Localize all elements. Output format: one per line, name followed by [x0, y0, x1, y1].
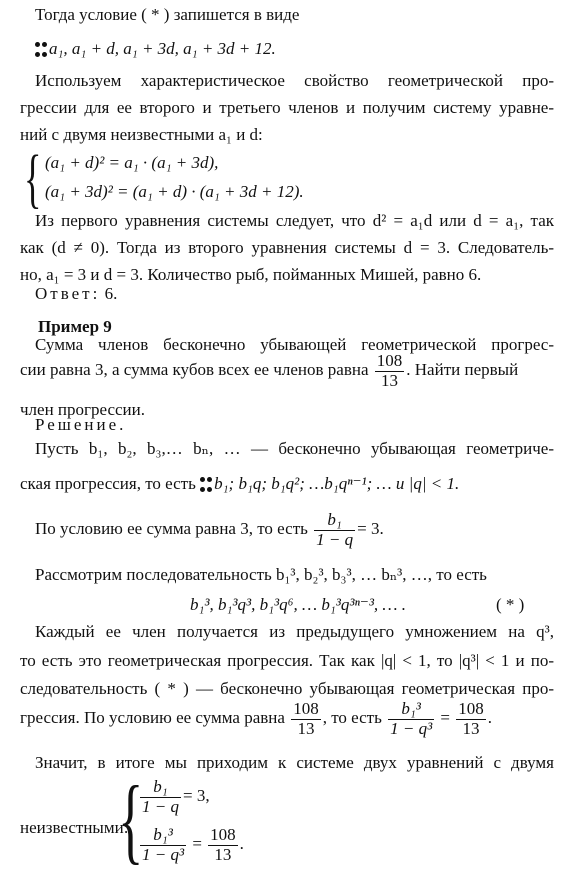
- equation-tag: ( * ): [496, 595, 525, 614]
- solution-label: Решение.: [35, 415, 127, 434]
- fraction: $\frac{\text{b₁³}}{\text{1 − q³}}$: [142, 825, 185, 864]
- text-line: но, a₁ = 3 и d = 3. Количество рыб, пойманных Мишей, равно 6.: [20, 265, 482, 284]
- double-dot-icon: [35, 42, 47, 58]
- fraction: $\frac{108}{13}$: [210, 825, 236, 864]
- text-line: член прогрессии.: [20, 400, 146, 419]
- text-line: грессии для ее второго и третьего членов и получим систему уравне-: [20, 98, 554, 117]
- text-line: сии равна 3, а сумма кубов всех ее членов равна $\frac{108}{13}$ . Найти первый: [20, 351, 519, 390]
- answer-value: 6.: [104, 284, 118, 303]
- sequence-line: a₁, a₁ + d, a₁ + 3d, a₁ + 3d + 12.: [35, 38, 276, 59]
- system-equation-2: (a₁ + 3d)² = (a₁ + d) · (a₁ + 3d + 12).: [45, 182, 304, 201]
- text-line: грессия. По условию ее сумма равна $\frac{108}{13}$ , то есть $\frac{\text{b₁³}}{\text{1 − q³}}$ = $\frac{108}{13}$ .: [20, 699, 493, 738]
- system-equation-2: $\frac{\text{b₁³}}{\text{1 − q³}}$ = $\frac{108}{13}$ .: [142, 825, 244, 864]
- fraction: $\frac{\text{b₁}}{1 - q}$: [142, 777, 179, 816]
- text-line: Тогда условие ( * ) запишется в виде: [35, 5, 300, 24]
- text-line: неизвестными:: [20, 818, 129, 837]
- fraction: $\frac{108}{13}$: [293, 699, 319, 738]
- double-dot-icon: [200, 477, 212, 493]
- fraction: $\frac{108}{13}$: [376, 351, 403, 390]
- text-line: Пусть b₁, b₂, b₃,… bₙ, … — бесконечно убывающая геометриче-: [35, 439, 554, 458]
- text-line: Используем характеристическое свойство геометрической про-: [35, 71, 554, 90]
- fraction: $\frac{108}{13}$: [458, 699, 484, 738]
- system-brace: {: [118, 766, 144, 873]
- section-heading: Пример 9: [38, 317, 112, 336]
- answer-label: Ответ:: [35, 284, 101, 303]
- text-line: Каждый ее член получается из предыдущего умножением на q³,: [35, 622, 554, 641]
- text-line: ний с двумя неизвестными a₁ и d:: [20, 125, 263, 144]
- system-equation-1: (a₁ + d)² = a₁ · (a₁ + 3d),: [45, 153, 219, 172]
- text-line: то есть это геометрическая прогрессия. Так как |q| < 1, то |q³| < 1 и по-: [20, 651, 554, 670]
- answer-line: [35, 283, 117, 304]
- text-line: По условию ее сумма равна 3, то есть $\frac{\text{b₁}}{1 - q}$ = 3.: [35, 510, 384, 549]
- text-line: Сумма членов бесконечно убывающей геометрической прогрес-: [35, 335, 554, 354]
- sequence-line: b₁³, b₁³q³, b₁³q⁶, … b₁³q³ⁿ⁻³, … .: [190, 595, 407, 614]
- text-line: Из первого уравнения системы следует, что d² = a₁d или d = a₁, так: [35, 211, 554, 230]
- text-line: следовательность ( * ) — бесконечно убывающая геометрическая про-: [20, 679, 554, 698]
- system-equation-1: $\frac{\text{b₁}}{1 - q}$ = 3,: [142, 777, 210, 816]
- text-line: Рассмотрим последовательность b₁³, b₂³, b₃³, … bₙ³, …, то есть: [35, 565, 487, 584]
- system-brace: {: [24, 142, 42, 215]
- text-line: ская прогрессия, то есть b₁; b₁q; b₁q²; …b₁qⁿ⁻¹; … и |q| < 1.: [20, 474, 460, 493]
- text-line: Значит, в итоге мы приходим к системе двух уравнений с двумя: [35, 753, 554, 772]
- text-line: как (d ≠ 0). Тогда из второго уравнения системы d = 3. Следователь-: [20, 238, 554, 257]
- fraction: $\frac{\text{b₁³}}{\text{1 − q³}}$: [390, 699, 433, 738]
- fraction: $\frac{\text{b₁}}{1 - q}$: [316, 510, 354, 549]
